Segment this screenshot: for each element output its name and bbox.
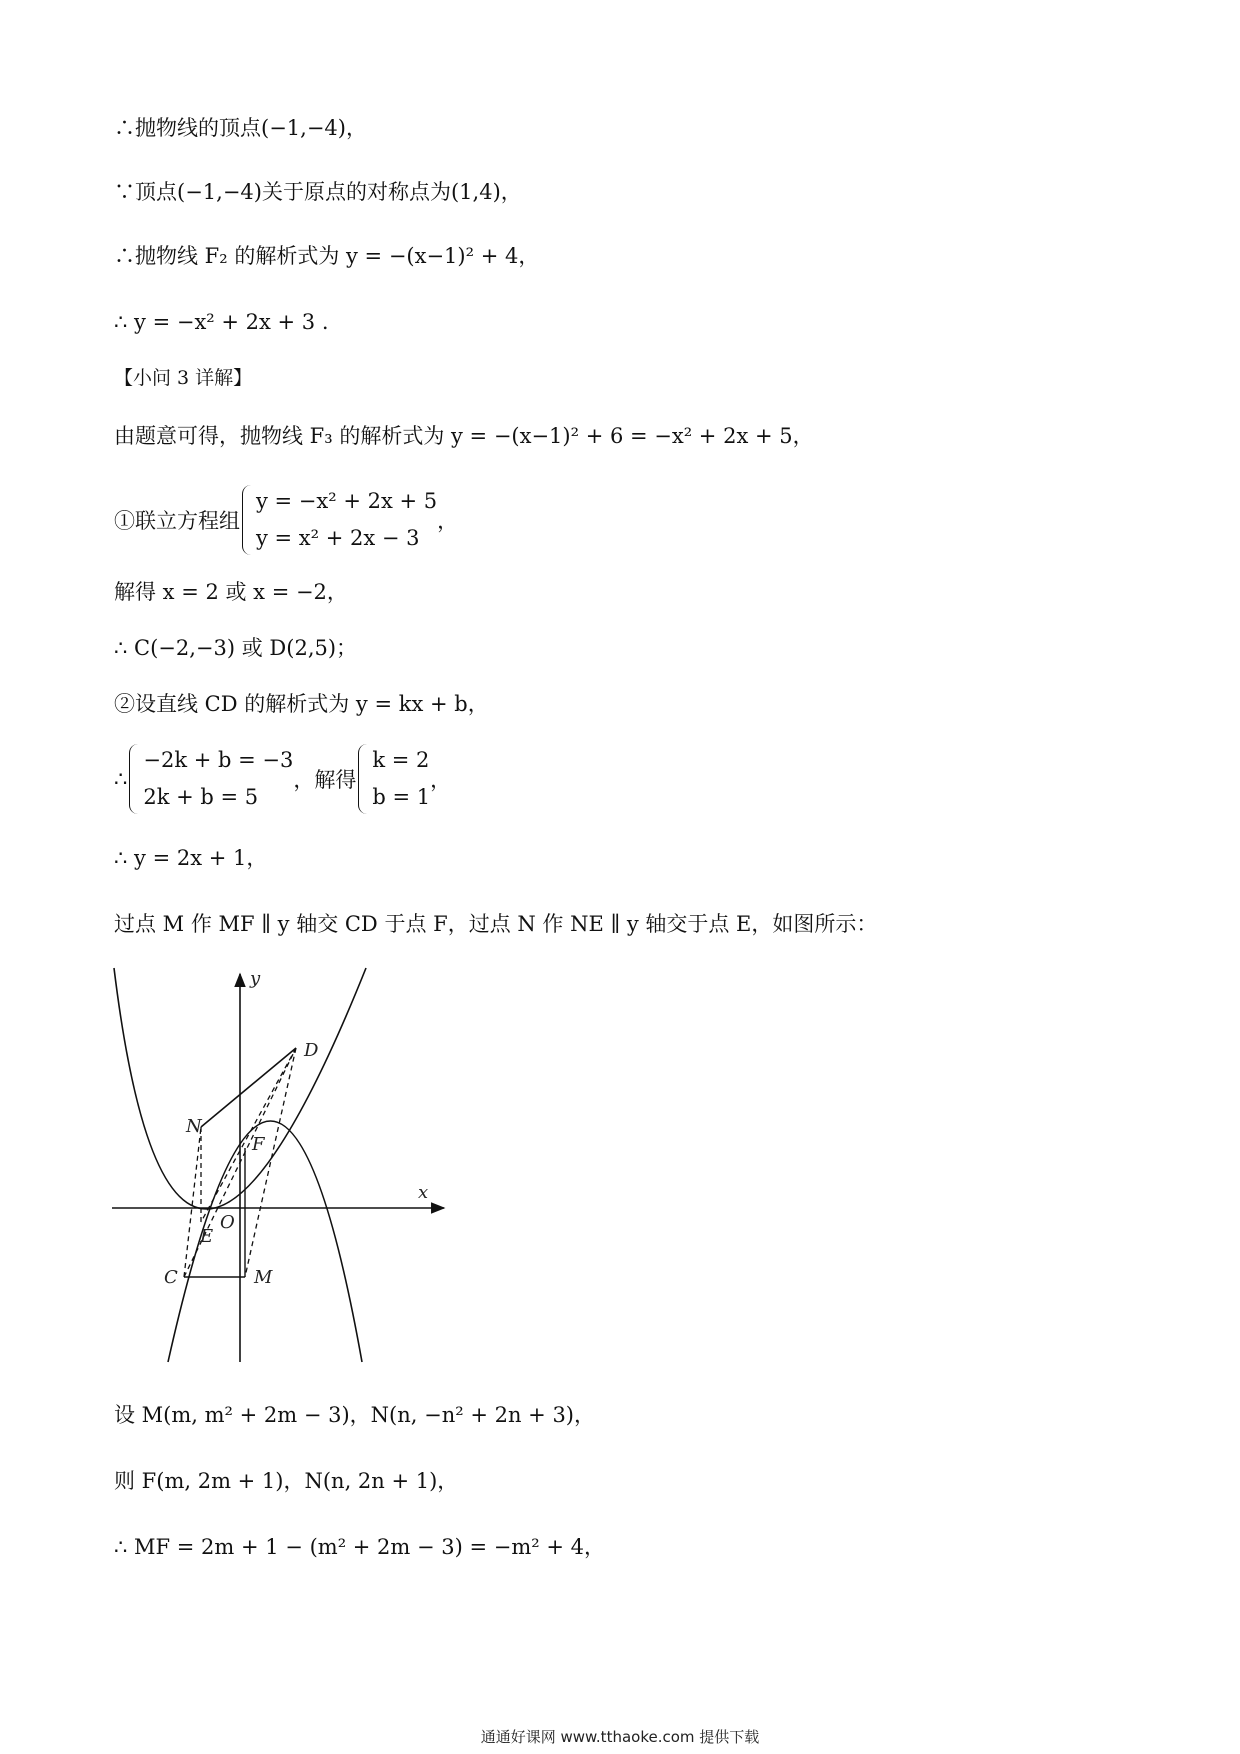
text-line: ∴ y = −x² + 2x + 3 .: [114, 310, 329, 334]
text-fragment: ，解得: [293, 768, 357, 792]
label-m: M: [254, 1267, 273, 1288]
equation-system-row: [114, 483, 458, 557]
text-line: 由题意可得，抛物线 F₃ 的解析式为 y = −(x−1)² + 6 = −x² + 2x + 5，: [114, 424, 814, 448]
text-line: ∴抛物线的顶点(−1,−4)，: [114, 116, 367, 140]
text-line: ②设直线 CD 的解析式为 y = kx + b，: [114, 692, 489, 716]
segment-dm-dashed: [245, 1048, 296, 1277]
text-line: ∴ MF = 2m + 1 − (m² + 2m − 3) = −m² + 4，: [114, 1535, 606, 1559]
equation-system: [127, 742, 293, 816]
label-n: N: [186, 1116, 202, 1137]
text-line: 设 M(m, m² + 2m − 3)，N(n, −n² + 2n + 3)，: [114, 1403, 596, 1427]
parabola-figure: [106, 960, 456, 1370]
punctuation: ，: [437, 509, 459, 533]
label-y: y: [250, 968, 261, 989]
equation: 2k + b = 5: [143, 785, 259, 809]
text-line: ∴ y = 2x + 1，: [114, 846, 268, 870]
label-f: F: [252, 1134, 265, 1155]
text-line: 解得 x = 2 或 x = −2，: [114, 580, 348, 604]
text-line: ∴ C(−2,−3) 或 D(2,5)；: [114, 636, 358, 660]
equation: −2k + b = −3: [143, 748, 294, 772]
segment-dn: [201, 1048, 296, 1127]
equation-system: [240, 483, 437, 557]
system-label: ①联立方程组: [114, 509, 240, 533]
section-heading: 【小问 3 详解】: [114, 367, 253, 389]
equation-system: [356, 742, 430, 816]
equation: y = x² + 2x − 3: [256, 526, 420, 550]
label-o: O: [220, 1212, 235, 1233]
punctuation: ，: [430, 768, 452, 792]
text-line: 则 F(m, 2m + 1)，N(n, 2n + 1)，: [114, 1469, 459, 1493]
equation: y = −x² + 2x + 5: [256, 489, 438, 513]
equation: b = 1: [372, 785, 431, 809]
label-d: D: [304, 1040, 319, 1061]
text-line: ∵顶点(−1,−4)关于原点的对称点为(1,4)，: [114, 180, 522, 204]
equation-system-row: [114, 742, 451, 816]
footer-watermark: 通通好课网 www.tthaoke.com 提供下载: [480, 1728, 760, 1746]
label-c: C: [164, 1267, 178, 1288]
therefore-symbol: ∴: [114, 767, 128, 791]
equation: k = 2: [372, 748, 430, 772]
text-line: 过点 M 作 MF ∥ y 轴交 CD 于点 F，过点 N 作 NE ∥ y 轴交于点 E，如图所示：: [114, 912, 878, 936]
text-line: ∴抛物线 F₂ 的解析式为 y = −(x−1)² + 4，: [114, 244, 540, 268]
label-x: x: [418, 1182, 429, 1203]
label-e: E: [200, 1226, 214, 1247]
